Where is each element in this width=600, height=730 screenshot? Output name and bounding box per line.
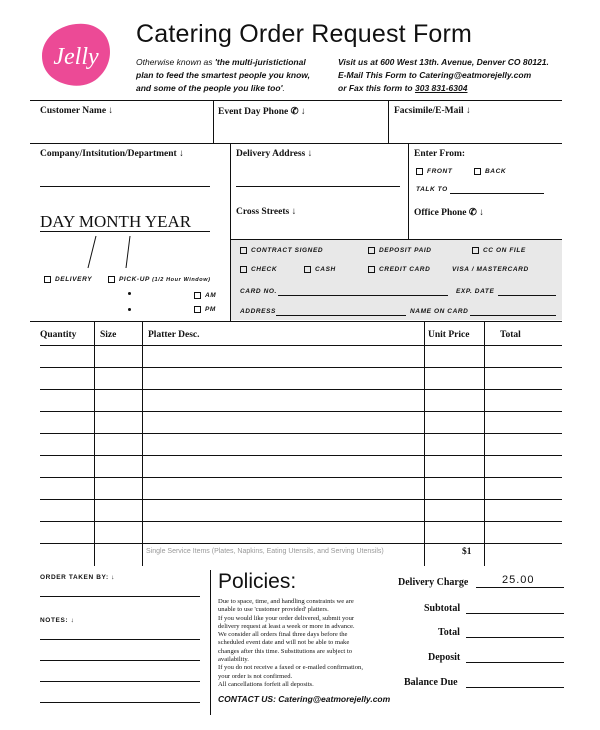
address-label: ADDRESS (240, 308, 276, 315)
notes-line[interactable] (40, 639, 200, 640)
notes-line[interactable] (40, 681, 200, 682)
divider (424, 322, 425, 566)
visit-fax-number: 303 831-6304 (414, 83, 468, 93)
talk-to-label: TALK TO (416, 186, 448, 193)
row-line (40, 345, 562, 346)
tagline-quote-1: 'the multi-juristictional (214, 57, 306, 67)
rule (30, 143, 562, 144)
header-unit-price: Unit Price (428, 330, 470, 340)
jelly-logo (40, 22, 112, 88)
phone-icon: ✆ (290, 107, 299, 117)
card-no-line[interactable] (278, 295, 448, 296)
balance-due-line[interactable] (466, 687, 564, 688)
am-checkbox[interactable] (194, 292, 201, 299)
row-line (40, 433, 562, 434)
logo-text: Jelly (53, 44, 99, 70)
header-platter-desc: Platter Desc. (148, 330, 200, 340)
header-total: Total (500, 330, 521, 340)
credit-card-option[interactable]: CREDIT CARD (368, 266, 430, 273)
notes-line[interactable] (40, 660, 200, 661)
rule-top (30, 100, 562, 101)
tagline-part: Otherwise known as (136, 57, 215, 67)
name-on-card-line[interactable] (470, 315, 556, 316)
pickup-option[interactable]: PICK-UP (1/2 Hour Window) (108, 276, 211, 283)
date-label: DAY MONTH YEAR (40, 212, 192, 231)
front-checkbox[interactable] (416, 168, 423, 175)
divider (142, 322, 143, 566)
row-line (40, 499, 562, 500)
form-title: Catering Order Request Form (136, 20, 473, 48)
order-taken-by-line[interactable] (40, 596, 200, 597)
divider (94, 322, 95, 566)
delivery-option[interactable]: DELIVERY (44, 276, 92, 283)
exp-date-line[interactable] (498, 295, 556, 296)
row-line (40, 411, 562, 412)
cross-streets-label: Cross Streets ↓ (236, 207, 297, 217)
front-option[interactable]: FRONT (416, 168, 452, 175)
tagline (136, 56, 326, 95)
cc-on-file-checkbox[interactable] (472, 247, 479, 254)
tagline-end: . (282, 83, 285, 93)
order-taken-by-label: ORDER TAKEN BY: ↓ (40, 574, 115, 581)
header-quantity: Quantity (40, 330, 77, 340)
tagline-quote-3: and some of the people you like too' (136, 83, 283, 93)
credit-card-checkbox[interactable] (368, 266, 375, 273)
talk-to-line[interactable] (450, 193, 544, 194)
row-line (40, 543, 562, 544)
contract-signed-option[interactable]: CONTRACT SIGNED (240, 247, 323, 254)
company-label: Company/Intsitution/Department ↓ (40, 149, 184, 159)
check-option[interactable]: CHECK (240, 266, 277, 273)
company-line[interactable] (40, 186, 210, 187)
phone-icon: ✆ (468, 208, 477, 218)
date-line[interactable] (40, 231, 210, 232)
divider (230, 239, 231, 321)
cash-option[interactable]: CASH (304, 266, 336, 273)
back-checkbox[interactable] (474, 168, 481, 175)
am-option[interactable]: AM (194, 292, 216, 299)
delivery-checkbox[interactable] (44, 276, 51, 283)
subtotal-label: Subtotal (424, 603, 461, 614)
row-line (40, 455, 562, 456)
divider (484, 322, 485, 566)
order-table (36, 322, 562, 567)
delivery-charge-value: 25.00 (502, 574, 535, 586)
contact-us: CONTACT US: Catering@eatmorejelly.com (218, 694, 391, 704)
row-line (40, 477, 562, 478)
row-line (40, 521, 562, 522)
exp-date-label: EXP. DATE (456, 288, 495, 295)
divider (213, 100, 214, 144)
policies-title: Policies: (218, 570, 297, 593)
visit-address: Visit us at 600 West 13th. Avenue, Denver CO 80121. (338, 57, 549, 67)
total-line[interactable] (466, 637, 564, 638)
bullet (128, 292, 131, 295)
divider (408, 143, 409, 239)
policies-text: Due to space, time, and handling constraints we are unable to use 'customer provided' platters. If you would like your order delivered, submit your delivery request at least a week or more in advance. We consider all orders final three days before the scheduled event date and will not be able to make changes after this time. Substitutions are subject to availability. If you do not receive a faxed or e-mailed confirmation, your order is not confirmed. All cancellations forfeit all deposits. (218, 598, 364, 688)
visit-fax-label: or Fax this form to (338, 83, 415, 93)
date-slashes (80, 234, 170, 270)
visit-email: E-Mail This Form to Catering@eatmorejelly.com (338, 70, 532, 80)
cc-on-file-option[interactable]: CC ON FILE (472, 247, 526, 254)
notes-label: NOTES: ↓ (40, 617, 75, 624)
enter-from-label: Enter From: (414, 149, 466, 159)
office-phone-label: Office Phone ✆ ↓ (414, 208, 484, 218)
card-no-label: CARD NO. (240, 288, 277, 295)
notes-line[interactable] (40, 702, 200, 703)
total-label: Total (438, 627, 460, 638)
cash-checkbox[interactable] (304, 266, 311, 273)
divider (210, 570, 211, 715)
delivery-charge-line[interactable] (476, 587, 564, 588)
deposit-paid-checkbox[interactable] (368, 247, 375, 254)
header-size: Size (100, 330, 117, 340)
single-service-items: Single Service Items (Plates, Napkins, Eating Utensils, and Serving Utensils) (146, 548, 384, 555)
back-option[interactable]: BACK (474, 168, 506, 175)
pm-checkbox[interactable] (194, 306, 201, 313)
row-line (40, 367, 562, 368)
deposit-label: Deposit (428, 652, 461, 663)
contract-signed-checkbox[interactable] (240, 247, 247, 254)
deposit-paid-option[interactable]: DEPOSIT PAID (368, 247, 432, 254)
subtotal-line[interactable] (466, 613, 564, 614)
event-day-phone-label: Event Day Phone ✆ ↓ (218, 107, 306, 117)
customer-name-label: Customer Name ↓ (40, 106, 114, 116)
visit-info (338, 56, 578, 95)
facsimile-email-label: Facsimile/E-Mail ↓ (394, 106, 471, 116)
divider (230, 143, 231, 239)
address-line[interactable] (276, 315, 406, 316)
pm-option[interactable]: PM (194, 306, 216, 313)
visa-mastercard-label: VISA / MASTERCARD (452, 266, 529, 273)
delivery-address-label: Delivery Address ↓ (236, 149, 313, 159)
single-service-price: $1 (462, 547, 472, 557)
deposit-line[interactable] (466, 662, 564, 663)
name-on-card-label: NAME ON CARD (410, 308, 469, 315)
balance-due-label: Balance Due (404, 677, 458, 688)
row-line (40, 389, 562, 390)
check-checkbox[interactable] (240, 266, 247, 273)
tagline-quote-2: plan to feed the smartest people you know, (136, 70, 310, 80)
pickup-checkbox[interactable] (108, 276, 115, 283)
divider (388, 100, 389, 144)
delivery-address-line[interactable] (236, 186, 400, 187)
delivery-charge-label: Delivery Charge (398, 577, 469, 588)
bullet (128, 308, 131, 311)
